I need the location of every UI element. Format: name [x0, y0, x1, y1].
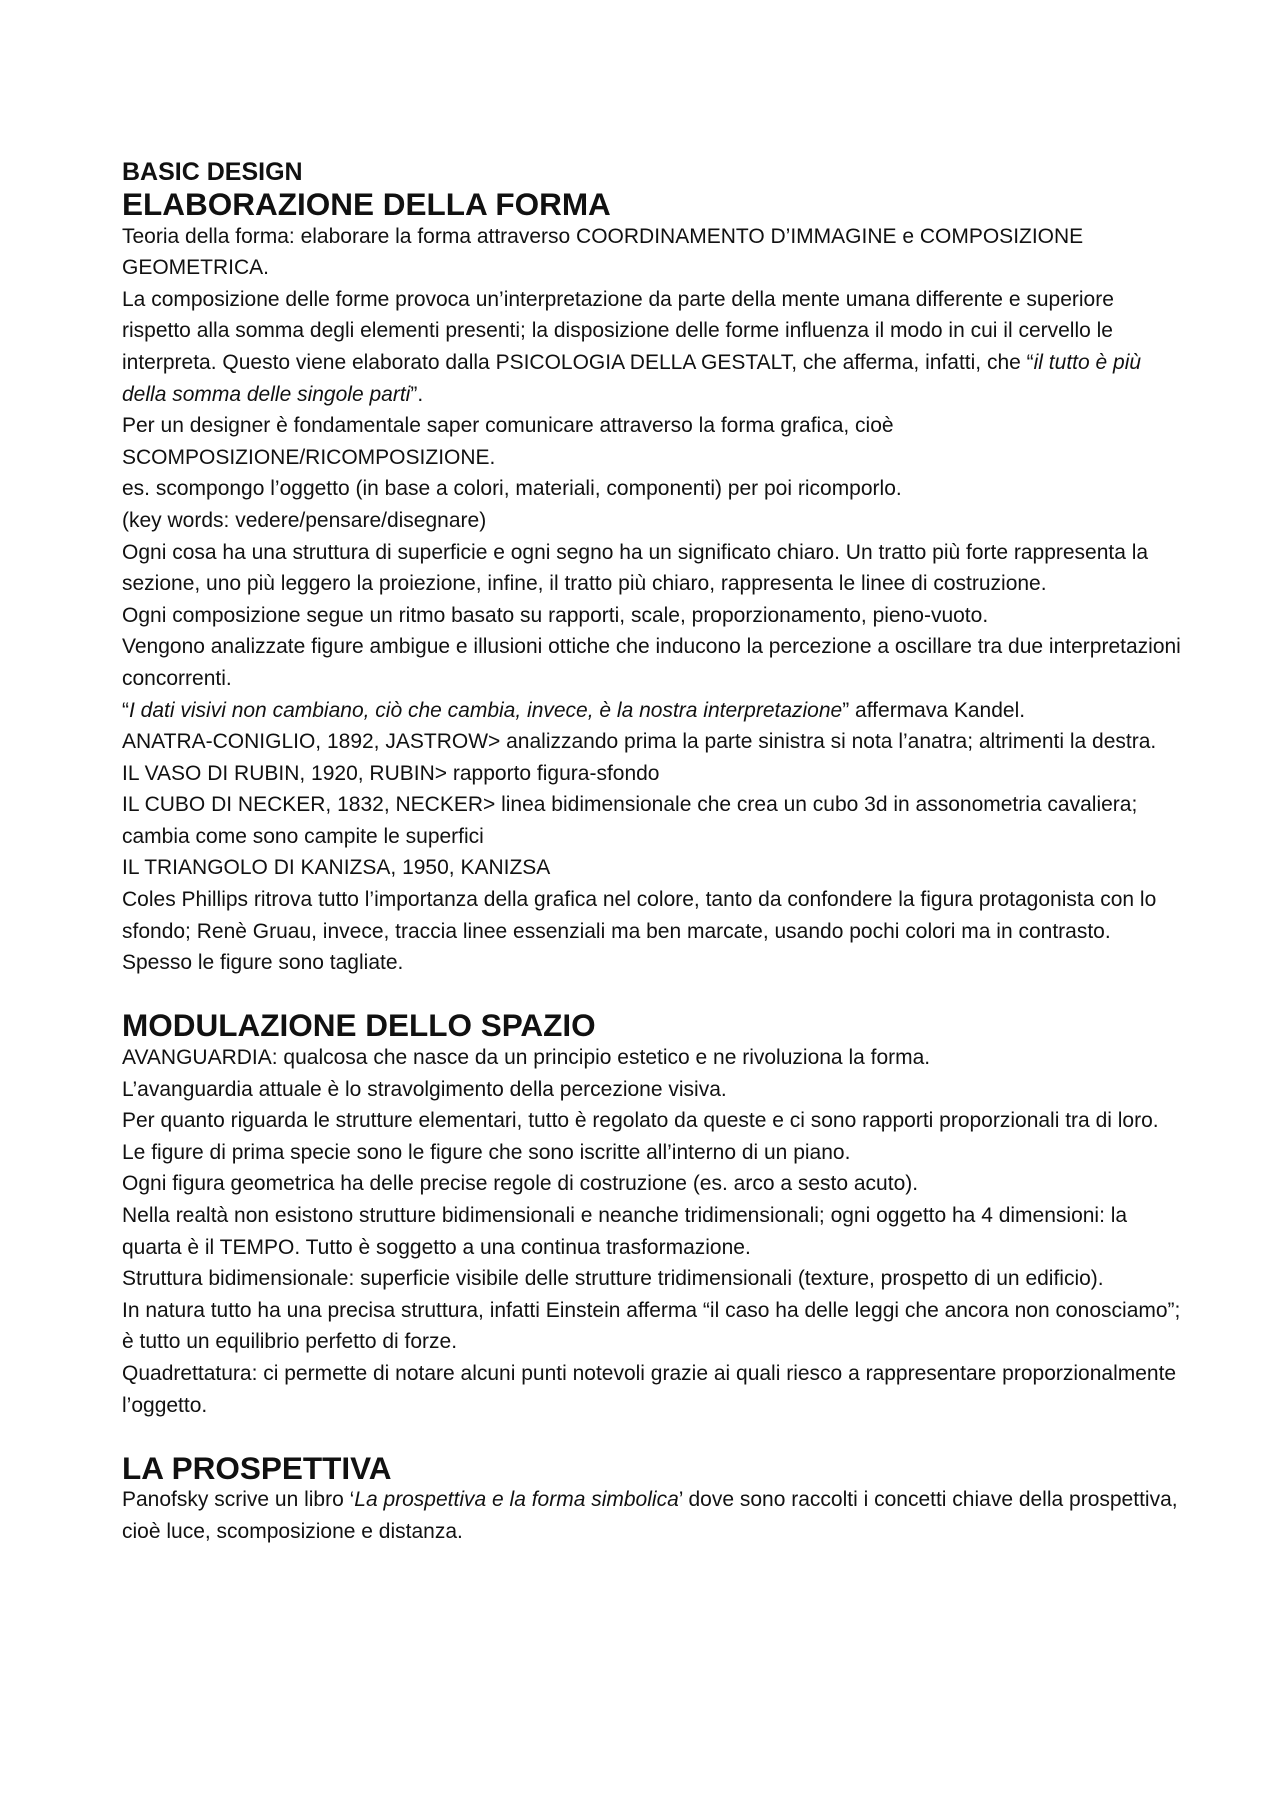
text-run: Ogni figura geometrica ha delle precise regole di costruzione (es. arco a sesto acuto). — [122, 1172, 919, 1196]
text-run: (key words: vedere/pensare/disegnare) — [122, 508, 487, 532]
text-run: ”. — [410, 382, 424, 406]
paragraph — [122, 505, 1182, 537]
document-title: BASIC DESIGN — [122, 158, 303, 186]
text-run: IL TRIANGOLO DI KANIZSA, 1950, KANIZSA — [122, 856, 551, 880]
text-run: IL CUBO DI NECKER, 1832, NECKER> linea bidimensionale che crea un cubo 3d in assonometria cavaliera; cambia come sono campite le superfici — [122, 793, 1138, 848]
paragraph — [122, 631, 1182, 694]
section-heading: MODULAZIONE DELLO SPAZIO — [122, 1007, 596, 1044]
paragraph — [122, 1137, 1182, 1169]
paragraph — [122, 1263, 1182, 1295]
paragraph — [122, 1295, 1182, 1358]
document-body — [122, 186, 1182, 1548]
text-run: In natura tutto ha una precisa struttura, infatti Einstein afferma “il caso ha delle leggi che ancora non conosciamo”; è tutto un equilibrio perfetto di forze. — [122, 1298, 1181, 1354]
paragraph — [122, 852, 1182, 884]
paragraph — [122, 1042, 1182, 1074]
text-run: Struttura bidimensionale: superficie visibile delle strutture tridimensionali (texture, prospetto di un edificio). — [122, 1267, 1104, 1291]
document-page — [122, 155, 1182, 1548]
text-run: La composizione delle forme provoca un’interpretazione da parte della mente umana differente e superiore rispetto alla somma degli elementi presenti; la disposizione delle forme influenza il modo in cui il cervello le interpreta. Questo viene elaborato dalla PSICOLOGIA DELLA GESTALT, che afferma, infatti, che “ — [122, 287, 1114, 374]
text-run: Ogni composizione segue un ritmo basato su rapporti, scale, proporzionamento, pieno-vuoto. — [122, 603, 989, 627]
text-run: Ogni cosa ha una struttura di superficie e ogni segno ha un significato chiaro. Un tratto più forte rappresenta la sezione, uno più leggero la proiezione, infine, il tratto più chiaro, rappresenta le linee di costruzione. — [122, 540, 1149, 596]
section-heading: LA PROSPETTIVA — [122, 1449, 392, 1486]
italic-text-run: La prospettiva e la forma simbolica — [354, 1488, 679, 1512]
section-spacer — [122, 1421, 1182, 1453]
paragraph — [122, 758, 1182, 790]
text-run: Nella realtà non esistono strutture bidimensionali e neanche tridimensionali; ogni oggetto ha 4 dimensioni: la quarta è il TEMPO. Tutto è soggetto a una continua trasformazione. — [122, 1204, 1128, 1259]
paragraph — [122, 410, 1182, 473]
text-run: AVANGUARDIA: qualcosa che nasce da un principio estetico e ne rivoluziona la forma. — [122, 1046, 931, 1070]
paragraph — [122, 1105, 1182, 1137]
text-run: Per un designer è fondamentale saper comunicare attraverso la forma grafica, cioè SCOMPOSIZIONE/RICOMPOSIZIONE. — [122, 414, 894, 469]
paragraph — [122, 600, 1182, 632]
paragraph — [122, 884, 1182, 979]
text-run: “ — [122, 698, 129, 722]
paragraph — [122, 537, 1182, 600]
paragraph — [122, 695, 1182, 727]
paragraph — [122, 1074, 1182, 1106]
paragraph — [122, 1358, 1182, 1421]
section-spacer — [122, 979, 1182, 1011]
text-run: Vengono analizzate figure ambigue e illusioni ottiche che inducono la percezione a oscillare tra due interpretazioni concorrenti. — [122, 635, 1181, 690]
text-run: es. scompongo l’oggetto (in base a colori, materiali, componenti) per poi ricomporlo. — [122, 477, 902, 501]
text-run: Quadrettatura: ci permette di notare alcuni punti notevoli grazie ai quali riesco a rappresentare proporzionalmente l’oggetto. — [122, 1361, 1177, 1417]
text-run: Teoria della forma: elaborare la forma attraverso COORDINAMENTO D’IMMAGINE e COMPOSIZIONE GEOMETRICA. — [122, 224, 1084, 280]
text-run: Coles Phillips ritrova tutto l’importanza della grafica nel colore, tanto da confondere la figura protagonista con lo sfondo; Renè Gruau, invece, traccia linee essenziali ma ben marcate, usando pochi colori ma in contrasto. Spesso le figure sono tagliate. — [122, 888, 1157, 975]
paragraph — [122, 1484, 1182, 1547]
text-run: ’ dove sono raccolti i concetti chiave della prospettiva, cioè luce, scomposizione e distanza. — [122, 1488, 1178, 1543]
text-run: Le figure di prima specie sono le figure che sono iscritte all’interno di un piano. — [122, 1140, 851, 1164]
paragraph — [122, 726, 1182, 758]
italic-text-run: I dati visivi non cambiano, ciò che cambia, invece, è la nostra interpretazione — [129, 698, 843, 722]
text-run: L’avanguardia attuale è lo stravolgimento della percezione visiva. — [122, 1077, 727, 1101]
text-run: Panofsky scrive un libro ‘ — [122, 1488, 355, 1512]
text-run: IL VASO DI RUBIN, 1920, RUBIN> rapporto figura-sfondo — [122, 761, 660, 785]
paragraph — [122, 284, 1182, 410]
paragraph — [122, 1168, 1182, 1200]
paragraph — [122, 473, 1182, 505]
text-run: ANATRA-CONIGLIO, 1892, JASTROW> analizzando prima la parte sinistra si nota l’anatra; altrimenti la destra. — [122, 730, 1157, 754]
text-run: Per quanto riguarda le strutture elementari, tutto è regolato da queste e ci sono rapporti proporzionali tra di loro. — [122, 1109, 1159, 1133]
text-run: ” affermava Kandel. — [842, 698, 1026, 722]
paragraph — [122, 1200, 1182, 1263]
section-heading: ELABORAZIONE DELLA FORMA — [122, 186, 611, 222]
paragraph — [122, 789, 1182, 852]
paragraph — [122, 221, 1182, 284]
italic-text-run: il tutto è più della somma delle singole parti — [122, 350, 1142, 406]
